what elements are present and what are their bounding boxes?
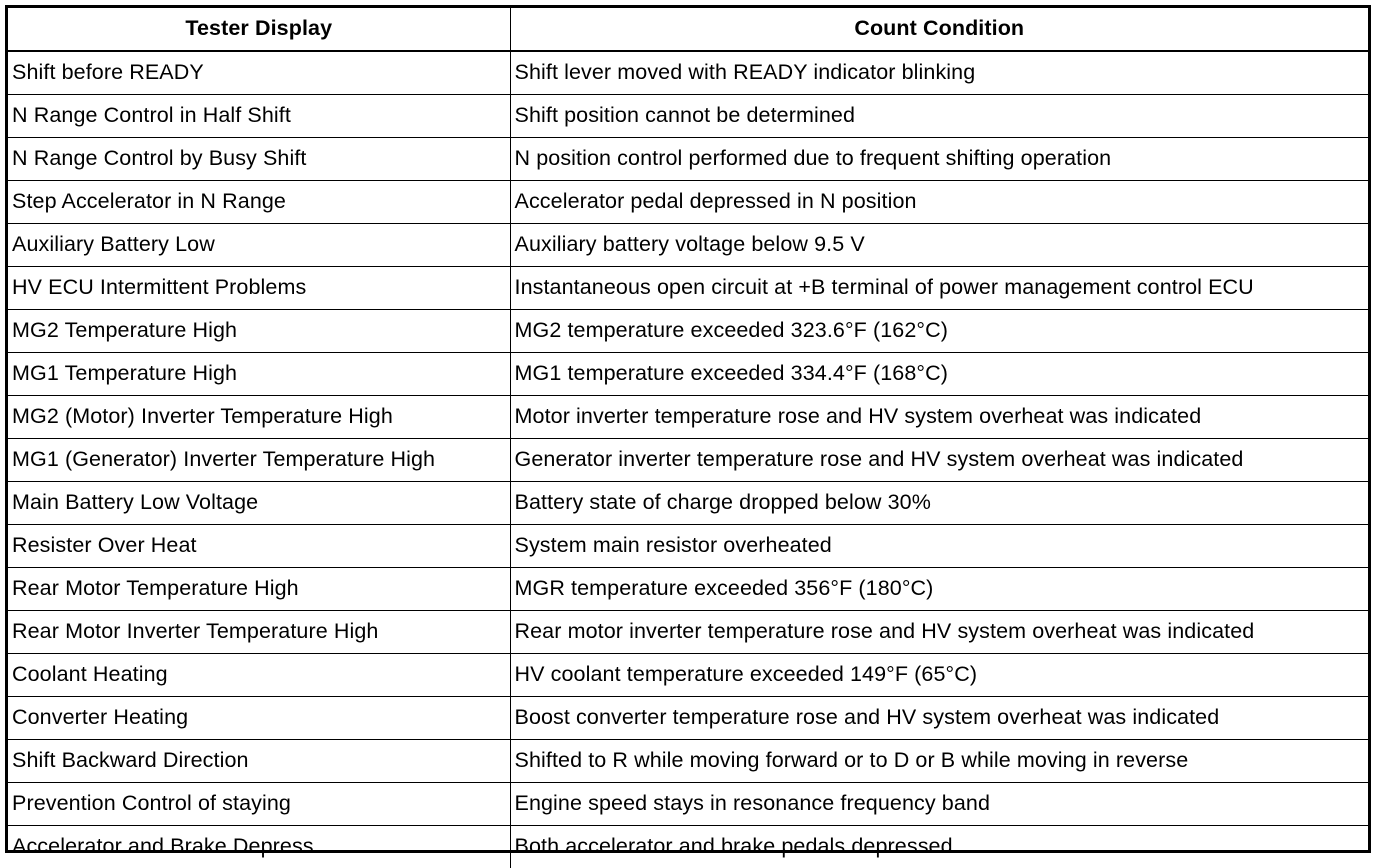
table-row [8,568,1368,611]
tester-display-cell: Accelerator and Brake Depress [8,826,510,868]
tester-display-cell: Coolant Heating [8,654,510,697]
table-row [8,138,1368,181]
tester-display-cell: MG2 (Motor) Inverter Temperature High [8,396,510,439]
count-condition-cell: Instantaneous open circuit at +B terminal of power management control ECU [510,267,1368,310]
table-body [8,51,1368,868]
count-condition-cell: Shift position cannot be determined [510,95,1368,138]
tester-display-table [8,8,1368,868]
count-condition-cell: Accelerator pedal depressed in N position [510,181,1368,224]
table-row [8,224,1368,267]
count-condition-cell: Engine speed stays in resonance frequency band [510,783,1368,826]
count-condition-cell: MGR temperature exceeded 356°F (180°C) [510,568,1368,611]
table-row [8,310,1368,353]
column-header-tester-display: Tester Display [8,8,510,51]
table-row [8,654,1368,697]
tester-display-cell: Prevention Control of staying [8,783,510,826]
tester-display-cell: MG1 (Generator) Inverter Temperature High [8,439,510,482]
table-row [8,740,1368,783]
count-condition-cell: Boost converter temperature rose and HV system overheat was indicated [510,697,1368,740]
column-header-count-condition: Count Condition [510,8,1368,51]
table-row [8,826,1368,868]
count-condition-cell: MG1 temperature exceeded 334.4°F (168°C) [510,353,1368,396]
tester-display-cell: MG2 Temperature High [8,310,510,353]
table-row [8,95,1368,138]
tester-display-cell: Shift Backward Direction [8,740,510,783]
table-row [8,396,1368,439]
count-condition-cell: Shifted to R while moving forward or to D or B while moving in reverse [510,740,1368,783]
table-row [8,439,1368,482]
header-row [8,8,1368,51]
tester-display-cell: Resister Over Heat [8,525,510,568]
tester-display-cell: N Range Control by Busy Shift [8,138,510,181]
tester-display-cell: Rear Motor Inverter Temperature High [8,611,510,654]
tester-display-cell: MG1 Temperature High [8,353,510,396]
table-row [8,482,1368,525]
table-row [8,697,1368,740]
tester-display-cell: Shift before READY [8,51,510,95]
count-condition-cell: Shift lever moved with READY indicator blinking [510,51,1368,95]
count-condition-cell: N position control performed due to frequent shifting operation [510,138,1368,181]
table-header [8,8,1368,51]
count-condition-cell: Auxiliary battery voltage below 9.5 V [510,224,1368,267]
tester-display-cell: Main Battery Low Voltage [8,482,510,525]
count-condition-cell: Motor inverter temperature rose and HV system overheat was indicated [510,396,1368,439]
tester-display-cell: Auxiliary Battery Low [8,224,510,267]
count-condition-cell: HV coolant temperature exceeded 149°F (65°C) [510,654,1368,697]
tester-display-cell: Rear Motor Temperature High [8,568,510,611]
table-row [8,267,1368,310]
count-condition-cell: Rear motor inverter temperature rose and HV system overheat was indicated [510,611,1368,654]
count-condition-cell: Generator inverter temperature rose and HV system overheat was indicated [510,439,1368,482]
count-condition-cell: Battery state of charge dropped below 30% [510,482,1368,525]
table-row [8,611,1368,654]
condition-table-frame [5,5,1371,853]
tester-display-cell: HV ECU Intermittent Problems [8,267,510,310]
count-condition-cell: Both accelerator and brake pedals depressed [510,826,1368,868]
table-row [8,525,1368,568]
tester-display-cell: N Range Control in Half Shift [8,95,510,138]
table-row [8,181,1368,224]
count-condition-cell: System main resistor overheated [510,525,1368,568]
table-row [8,51,1368,95]
count-condition-cell: MG2 temperature exceeded 323.6°F (162°C) [510,310,1368,353]
table-row [8,783,1368,826]
tester-display-cell: Converter Heating [8,697,510,740]
tester-display-cell: Step Accelerator in N Range [8,181,510,224]
table-row [8,353,1368,396]
